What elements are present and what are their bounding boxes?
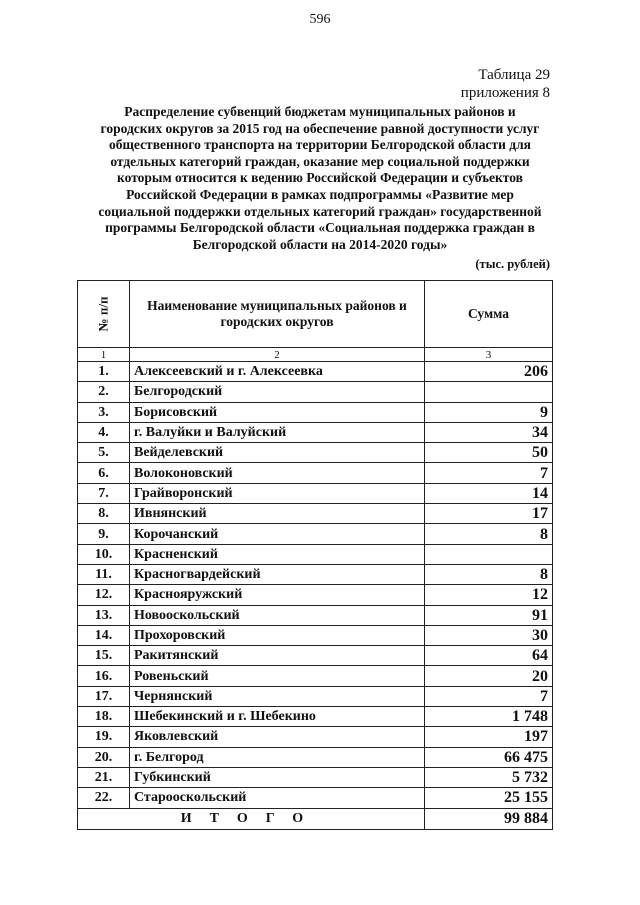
row-number: 9. <box>78 524 130 544</box>
table-row <box>78 767 553 787</box>
row-district-name: Ровеньский <box>130 666 425 686</box>
row-district-name: Белгородский <box>130 382 425 402</box>
table-row <box>78 788 553 808</box>
title-line: общественного транспорта на территории Белгородской области для <box>109 137 531 153</box>
row-sum: 20 <box>425 666 553 686</box>
title-line: Российской Федерации в рамках подпрограммы «Развитие мер <box>126 186 514 202</box>
header-num-label: № п/п <box>95 296 111 332</box>
row-sum <box>425 382 553 402</box>
row-sum: 14 <box>425 483 553 503</box>
header-sum: Сумма <box>425 281 553 348</box>
table-header-row <box>78 281 553 348</box>
row-number: 1. <box>78 362 130 382</box>
row-district-name: Борисовский <box>130 402 425 422</box>
row-district-name: Шебекинский и г. Шебекино <box>130 707 425 727</box>
row-district-name: Яковлевский <box>130 727 425 747</box>
col-number-2: 2 <box>130 348 425 362</box>
row-district-name: Старооскольский <box>130 788 425 808</box>
row-number: 21. <box>78 767 130 787</box>
row-number: 12. <box>78 585 130 605</box>
table-ref-line-1: Таблица 29 <box>478 67 550 83</box>
table-row <box>78 544 553 564</box>
row-sum: 7 <box>425 686 553 706</box>
page-number: 596 <box>309 12 331 27</box>
title-line: программы Белгородской области «Социальная поддержка граждан в <box>105 220 535 236</box>
row-number: 16. <box>78 666 130 686</box>
row-district-name: Алексеевский и г. Алексеевка <box>130 362 425 382</box>
total-row <box>78 808 553 829</box>
table-row <box>78 686 553 706</box>
row-sum: 9 <box>425 402 553 422</box>
table-row <box>78 585 553 605</box>
row-sum: 91 <box>425 605 553 625</box>
row-number: 17. <box>78 686 130 706</box>
row-district-name: Вейделевский <box>130 443 425 463</box>
title-line: Распределение субвенций бюджетам муниципальных районов и <box>124 104 516 119</box>
row-number: 7. <box>78 483 130 503</box>
table-row <box>78 422 553 442</box>
row-district-name: Ракитянский <box>130 646 425 666</box>
row-district-name: Грайворонский <box>130 483 425 503</box>
row-district-name: Красненский <box>130 544 425 564</box>
row-district-name: Краснояружский <box>130 585 425 605</box>
row-district-name: Чернянский <box>130 686 425 706</box>
row-sum <box>425 544 553 564</box>
table-row <box>78 524 553 544</box>
table-row <box>78 483 553 503</box>
row-number: 6. <box>78 463 130 483</box>
row-sum: 7 <box>425 463 553 483</box>
title-line: городских округов за 2015 год на обеспечение равной доступности услуг <box>100 120 540 136</box>
column-number-row <box>78 348 553 362</box>
row-sum: 17 <box>425 504 553 524</box>
row-sum: 64 <box>425 646 553 666</box>
total-sum: 99 884 <box>425 808 553 829</box>
row-district-name: г. Валуйки и Валуйский <box>130 422 425 442</box>
row-sum: 25 155 <box>425 788 553 808</box>
row-number: 5. <box>78 443 130 463</box>
table-reference <box>461 66 550 102</box>
col-number-3: 3 <box>425 348 553 362</box>
row-number: 13. <box>78 605 130 625</box>
row-number: 11. <box>78 564 130 584</box>
row-sum: 34 <box>425 422 553 442</box>
row-district-name: Новооскольский <box>130 605 425 625</box>
row-sum: 197 <box>425 727 553 747</box>
table-ref-line-2: приложения 8 <box>460 85 550 101</box>
row-sum: 206 <box>425 362 553 382</box>
row-number: 8. <box>78 504 130 524</box>
row-sum: 30 <box>425 625 553 645</box>
distribution-table <box>77 280 553 830</box>
row-district-name: Корочанский <box>130 524 425 544</box>
table-row <box>78 727 553 747</box>
table-row <box>78 605 553 625</box>
title-line: отдельных категорий граждан, оказание мер социальной поддержки <box>110 153 530 169</box>
row-number: 22. <box>78 788 130 808</box>
row-district-name: Ивнянский <box>130 504 425 524</box>
document-title <box>80 104 560 253</box>
row-number: 15. <box>78 646 130 666</box>
col-number-1: 1 <box>78 348 130 362</box>
table-row <box>78 362 553 382</box>
table-row <box>78 402 553 422</box>
row-district-name: Красногвардейский <box>130 564 425 584</box>
row-district-name: г. Белгород <box>130 747 425 767</box>
table-row <box>78 747 553 767</box>
table-row <box>78 646 553 666</box>
table-row <box>78 504 553 524</box>
row-number: 4. <box>78 422 130 442</box>
row-district-name: Губкинский <box>130 767 425 787</box>
header-name: Наименование муниципальных районов и городских округов <box>130 281 425 348</box>
row-district-name: Прохоровский <box>130 625 425 645</box>
row-number: 18. <box>78 707 130 727</box>
table-row <box>78 382 553 402</box>
row-sum: 8 <box>425 564 553 584</box>
row-sum: 5 732 <box>425 767 553 787</box>
table-row <box>78 707 553 727</box>
row-number: 10. <box>78 544 130 564</box>
row-sum: 50 <box>425 443 553 463</box>
row-district-name: Волоконовский <box>130 463 425 483</box>
row-sum: 8 <box>425 524 553 544</box>
total-label: ИТОГО <box>78 808 425 829</box>
title-line: которым относится к ведению Российской Федерации и субъектов <box>117 170 523 186</box>
table-row <box>78 463 553 483</box>
table-row <box>78 443 553 463</box>
row-number: 20. <box>78 747 130 767</box>
row-sum: 12 <box>425 585 553 605</box>
units-label: (тыс. рублей) <box>475 257 550 271</box>
row-sum: 1 748 <box>425 707 553 727</box>
title-line: Белгородской области на 2014-2020 годы» <box>192 236 448 252</box>
table-row <box>78 625 553 645</box>
row-number: 14. <box>78 625 130 645</box>
row-number: 3. <box>78 402 130 422</box>
table-row <box>78 666 553 686</box>
row-number: 2. <box>78 382 130 402</box>
header-num <box>78 281 130 348</box>
row-sum: 66 475 <box>425 747 553 767</box>
table-row <box>78 564 553 584</box>
table-body <box>78 362 553 809</box>
title-line: социальной поддержки отдельных категорий граждан» государственной <box>98 203 542 219</box>
row-number: 19. <box>78 727 130 747</box>
